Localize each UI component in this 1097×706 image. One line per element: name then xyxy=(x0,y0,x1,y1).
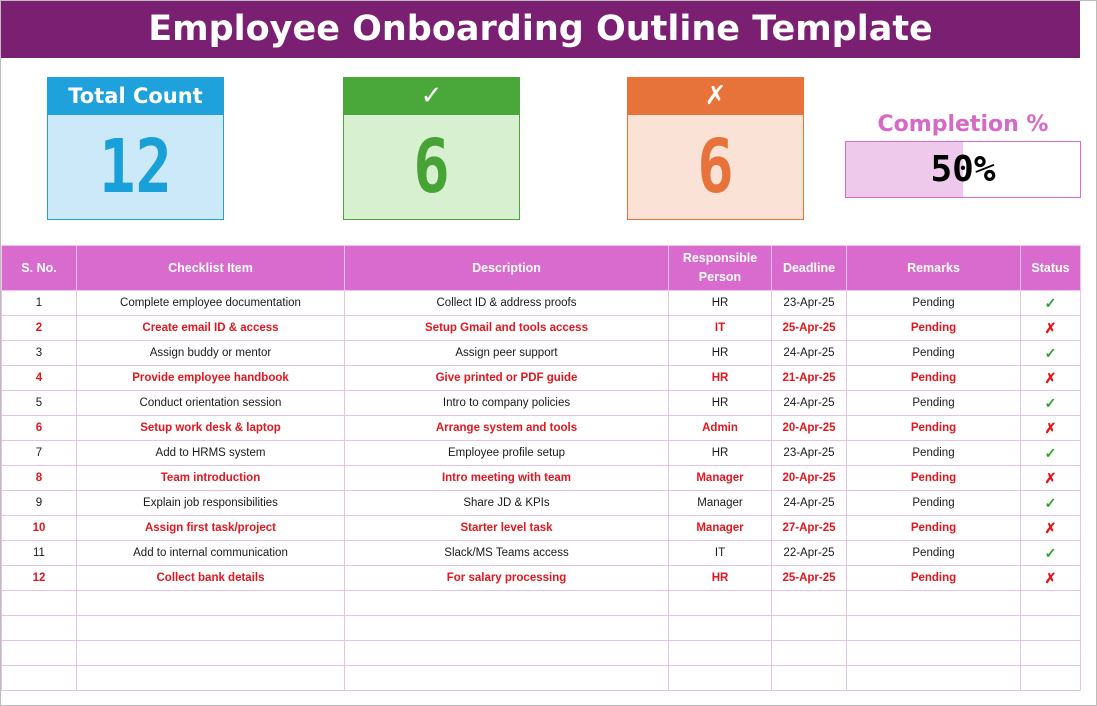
responsible-person-cell[interactable]: HR xyxy=(669,391,772,416)
sno-cell[interactable]: 5 xyxy=(2,391,77,416)
deadline-cell[interactable]: 23-Apr-25 xyxy=(772,441,847,466)
total-count-label: Total Count xyxy=(48,78,223,115)
table-row xyxy=(2,416,1081,441)
responsible-person-cell[interactable]: IT xyxy=(669,541,772,566)
responsible-person-cell[interactable]: Admin xyxy=(669,416,772,441)
description-cell[interactable]: Arrange system and tools xyxy=(345,416,669,441)
check-icon[interactable]: ✓ xyxy=(1021,491,1081,516)
empty-cell[interactable] xyxy=(772,666,847,691)
deadline-cell[interactable]: 20-Apr-25 xyxy=(772,416,847,441)
sno-cell[interactable]: 1 xyxy=(2,291,77,316)
empty-cell[interactable] xyxy=(669,591,772,616)
cross-icon[interactable]: ✗ xyxy=(1021,316,1081,341)
cross-icon[interactable]: ✗ xyxy=(1021,566,1081,591)
page-title: Employee Onboarding Outline Template xyxy=(1,1,1080,58)
description-cell[interactable]: Collect ID & address proofs xyxy=(345,291,669,316)
sheet-edge xyxy=(1080,1,1096,704)
checklist-item-cell[interactable]: Setup work desk & laptop xyxy=(77,416,345,441)
completed-count-value: 6 xyxy=(413,124,450,210)
deadline-cell[interactable]: 22-Apr-25 xyxy=(772,541,847,566)
empty-cell[interactable] xyxy=(345,591,669,616)
empty-cell[interactable] xyxy=(1021,591,1081,616)
description-cell[interactable]: Give printed or PDF guide xyxy=(345,366,669,391)
checklist-item-cell[interactable]: Collect bank details xyxy=(77,566,345,591)
responsible-person-cell[interactable]: Manager xyxy=(669,516,772,541)
check-icon: ✓ xyxy=(344,78,519,115)
table-row xyxy=(2,366,1081,391)
header-sno: S. No. xyxy=(2,246,77,291)
sno-cell[interactable]: 6 xyxy=(2,416,77,441)
header-deadline: Deadline xyxy=(772,246,847,291)
empty-cell[interactable] xyxy=(847,666,1021,691)
pending-count-value: 6 xyxy=(697,124,734,210)
remarks-cell[interactable]: Pending xyxy=(847,541,1021,566)
remarks-cell[interactable]: Pending xyxy=(847,366,1021,391)
checklist-item-cell[interactable]: Team introduction xyxy=(77,466,345,491)
checklist-item-cell[interactable]: Complete employee documentation xyxy=(77,291,345,316)
remarks-cell[interactable]: Pending xyxy=(847,566,1021,591)
empty-cell[interactable] xyxy=(2,641,77,666)
empty-cell[interactable] xyxy=(772,591,847,616)
description-cell[interactable]: For salary processing xyxy=(345,566,669,591)
empty-cell[interactable] xyxy=(345,616,669,641)
check-icon[interactable]: ✓ xyxy=(1021,391,1081,416)
remarks-cell[interactable]: Pending xyxy=(847,316,1021,341)
check-icon[interactable]: ✓ xyxy=(1021,441,1081,466)
sno-cell[interactable]: 10 xyxy=(2,516,77,541)
sno-cell[interactable]: 7 xyxy=(2,441,77,466)
empty-cell[interactable] xyxy=(1021,616,1081,641)
checklist-item-cell[interactable]: Explain job responsibilities xyxy=(77,491,345,516)
sno-cell[interactable]: 2 xyxy=(2,316,77,341)
total-count-card xyxy=(47,77,224,220)
completion-label: Completion % xyxy=(877,112,1049,137)
checklist-item-cell[interactable]: Add to HRMS system xyxy=(77,441,345,466)
description-cell[interactable]: Assign peer support xyxy=(345,341,669,366)
check-icon[interactable]: ✓ xyxy=(1021,541,1081,566)
header-checklist-item: Checklist Item xyxy=(77,246,345,291)
description-cell[interactable]: Share JD & KPIs xyxy=(345,491,669,516)
checklist-item-cell[interactable]: Assign first task/project xyxy=(77,516,345,541)
deadline-cell[interactable]: 24-Apr-25 xyxy=(772,391,847,416)
table-row xyxy=(2,341,1081,366)
sno-cell[interactable]: 9 xyxy=(2,491,77,516)
checklist-table xyxy=(1,245,1081,691)
header-status: Status xyxy=(1021,246,1081,291)
description-cell[interactable]: Intro meeting with team xyxy=(345,466,669,491)
responsible-person-cell[interactable]: HR xyxy=(669,441,772,466)
description-cell[interactable]: Starter level task xyxy=(345,516,669,541)
empty-cell[interactable] xyxy=(77,641,345,666)
table-row xyxy=(2,541,1081,566)
empty-cell[interactable] xyxy=(345,666,669,691)
empty-cell[interactable] xyxy=(772,641,847,666)
sno-cell[interactable]: 11 xyxy=(2,541,77,566)
empty-cell[interactable] xyxy=(77,591,345,616)
table-row xyxy=(2,491,1081,516)
check-icon[interactable]: ✓ xyxy=(1021,291,1081,316)
sno-cell[interactable]: 3 xyxy=(2,341,77,366)
header-remarks: Remarks xyxy=(847,246,1021,291)
remarks-cell[interactable]: Pending xyxy=(847,491,1021,516)
empty-cell[interactable] xyxy=(669,666,772,691)
completion-progress-bar xyxy=(845,141,1081,198)
deadline-cell[interactable]: 24-Apr-25 xyxy=(772,341,847,366)
deadline-cell[interactable]: 20-Apr-25 xyxy=(772,466,847,491)
empty-cell[interactable] xyxy=(1021,641,1081,666)
description-cell[interactable]: Setup Gmail and tools access xyxy=(345,316,669,341)
table-row xyxy=(2,441,1081,466)
checklist-item-cell[interactable]: Assign buddy or mentor xyxy=(77,341,345,366)
responsible-person-cell[interactable]: HR xyxy=(669,341,772,366)
total-count-value: 12 xyxy=(98,124,173,210)
empty-cell[interactable] xyxy=(2,666,77,691)
cross-icon[interactable]: ✗ xyxy=(1021,366,1081,391)
empty-cell[interactable] xyxy=(847,616,1021,641)
empty-cell[interactable] xyxy=(345,641,669,666)
empty-cell[interactable] xyxy=(847,591,1021,616)
table-header-row xyxy=(2,246,1081,291)
deadline-cell[interactable]: 25-Apr-25 xyxy=(772,316,847,341)
table-row xyxy=(2,291,1081,316)
cross-icon[interactable]: ✗ xyxy=(1021,466,1081,491)
deadline-cell[interactable]: 23-Apr-25 xyxy=(772,291,847,316)
empty-cell[interactable] xyxy=(772,616,847,641)
empty-table-row xyxy=(2,591,1081,616)
empty-cell[interactable] xyxy=(77,616,345,641)
remarks-cell[interactable]: Pending xyxy=(847,391,1021,416)
deadline-cell[interactable]: 25-Apr-25 xyxy=(772,566,847,591)
sno-cell[interactable]: 4 xyxy=(2,366,77,391)
checklist-item-cell[interactable]: Provide employee handbook xyxy=(77,366,345,391)
empty-cell[interactable] xyxy=(77,666,345,691)
checklist-item-cell[interactable]: Conduct orientation session xyxy=(77,391,345,416)
empty-cell[interactable] xyxy=(2,591,77,616)
empty-table-row xyxy=(2,616,1081,641)
check-icon[interactable]: ✓ xyxy=(1021,341,1081,366)
description-cell[interactable]: Slack/MS Teams access xyxy=(345,541,669,566)
empty-cell[interactable] xyxy=(2,616,77,641)
empty-cell[interactable] xyxy=(669,616,772,641)
cross-icon: ✗ xyxy=(628,78,803,115)
pending-count-card xyxy=(627,77,804,220)
table-row xyxy=(2,391,1081,416)
sno-cell[interactable]: 12 xyxy=(2,566,77,591)
checklist-item-cell[interactable]: Create email ID & access xyxy=(77,316,345,341)
remarks-cell[interactable]: Pending xyxy=(847,516,1021,541)
deadline-cell[interactable]: 21-Apr-25 xyxy=(772,366,847,391)
responsible-person-cell[interactable]: Manager xyxy=(669,466,772,491)
empty-table-row xyxy=(2,641,1081,666)
empty-cell[interactable] xyxy=(669,641,772,666)
table-row xyxy=(2,466,1081,491)
remarks-cell[interactable]: Pending xyxy=(847,416,1021,441)
completed-count-card xyxy=(343,77,520,220)
remarks-cell[interactable]: Pending xyxy=(847,341,1021,366)
sno-cell[interactable]: 8 xyxy=(2,466,77,491)
responsible-person-cell[interactable]: HR xyxy=(669,366,772,391)
checklist-item-cell[interactable]: Add to internal communication xyxy=(77,541,345,566)
responsible-person-cell[interactable]: IT xyxy=(669,316,772,341)
cross-icon[interactable]: ✗ xyxy=(1021,416,1081,441)
table-row xyxy=(2,316,1081,341)
header-responsible-person: Responsible Person xyxy=(669,246,772,291)
table-row xyxy=(2,516,1081,541)
remarks-cell[interactable]: Pending xyxy=(847,441,1021,466)
empty-table-row xyxy=(2,666,1081,691)
remarks-cell[interactable]: Pending xyxy=(847,291,1021,316)
description-cell[interactable]: Intro to company policies xyxy=(345,391,669,416)
empty-cell[interactable] xyxy=(1021,666,1081,691)
table-row xyxy=(2,566,1081,591)
responsible-person-cell[interactable]: HR xyxy=(669,291,772,316)
responsible-person-cell[interactable]: Manager xyxy=(669,491,772,516)
cross-icon[interactable]: ✗ xyxy=(1021,516,1081,541)
remarks-cell[interactable]: Pending xyxy=(847,466,1021,491)
deadline-cell[interactable]: 27-Apr-25 xyxy=(772,516,847,541)
deadline-cell[interactable]: 24-Apr-25 xyxy=(772,491,847,516)
completion-value: 50% xyxy=(930,149,996,190)
header-description: Description xyxy=(345,246,669,291)
responsible-person-cell[interactable]: HR xyxy=(669,566,772,591)
description-cell[interactable]: Employee profile setup xyxy=(345,441,669,466)
empty-cell[interactable] xyxy=(847,641,1021,666)
